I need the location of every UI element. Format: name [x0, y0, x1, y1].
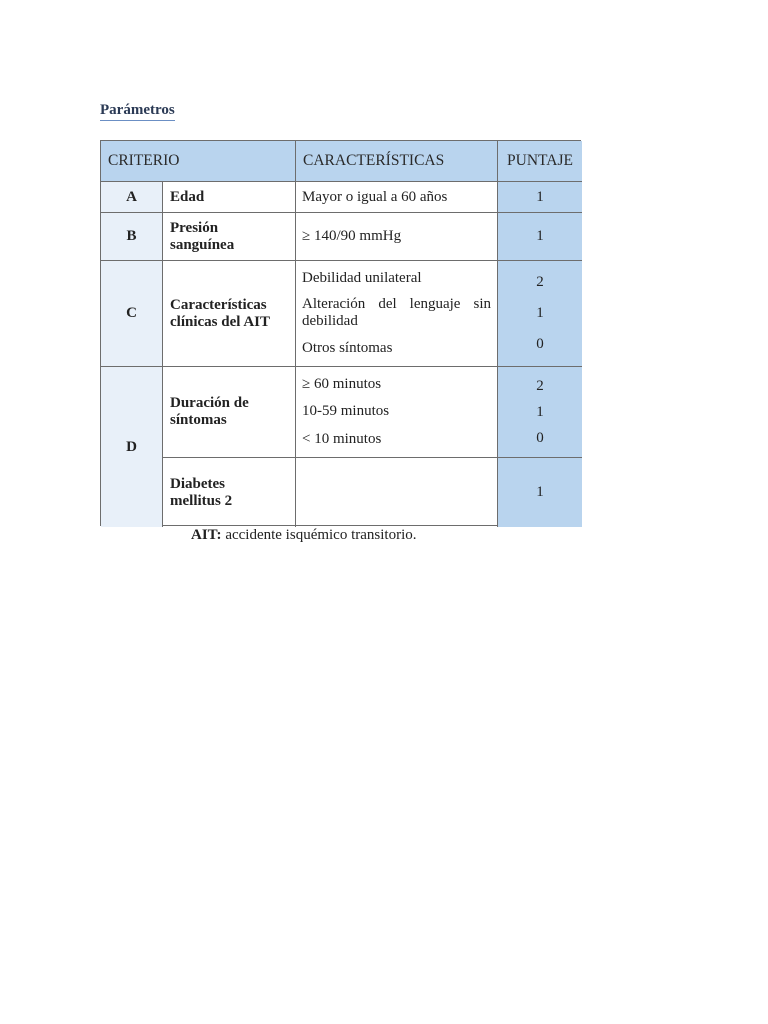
caracteristica-multiline: [302, 296, 491, 330]
puntaje-value: 1: [536, 228, 544, 244]
parametro-line: Duración de: [170, 395, 249, 411]
criterio-d: D: [101, 367, 163, 527]
puntaje-value: 0: [536, 336, 544, 352]
puntaje-a: [498, 182, 582, 213]
caracteristica-text: Otros síntomas: [302, 340, 393, 357]
parametro-line: Presión: [170, 219, 219, 236]
parametro-line: Características: [170, 296, 267, 313]
caracteristica-text: debilidad: [302, 313, 358, 330]
caracteristicas-duracion: [296, 367, 498, 458]
caracteristica-edad: [296, 182, 498, 213]
caracteristica-text: 10-59 minutos: [302, 403, 390, 420]
caracteristicas-clinicas: [296, 261, 498, 367]
header-puntaje: PUNTAJE: [498, 141, 582, 182]
criterio-a: A: [101, 182, 163, 213]
parametro-line: Diabetes: [170, 475, 225, 492]
footnote-abbr: AIT:: [191, 527, 222, 543]
scoring-table: [100, 140, 581, 526]
puntaje-c: [498, 261, 582, 367]
header-criterio: CRITERIO: [101, 141, 296, 182]
footnote-text: accidente isquémico transitorio.: [221, 527, 417, 543]
puntaje-value: 1: [536, 403, 544, 420]
caracteristica-diabetes: [296, 458, 498, 527]
puntaje-value: 1: [536, 188, 544, 205]
caracteristica-text: Debilidad unilateral: [302, 269, 422, 286]
footnote: [191, 527, 417, 544]
caracteristica-text: ≥ 140/90 mmHg: [302, 228, 402, 244]
parametro-duracion: [163, 367, 296, 458]
puntaje-b: [498, 213, 582, 261]
parametro-presion: [163, 213, 296, 261]
puntaje-value: 1: [536, 484, 544, 500]
puntaje-value: 2: [536, 274, 544, 290]
criterio-b: B: [101, 213, 163, 261]
parametro-clinicas: [163, 261, 296, 367]
criterio-c: C: [101, 261, 163, 367]
parametro-line: clínicas del AIT: [170, 313, 271, 330]
caracteristica-text: Alteración del lenguaje sin: [302, 296, 491, 313]
caracteristica-presion: [296, 213, 498, 261]
caracteristica-text: ≥ 60 minutos: [302, 376, 382, 393]
parametro-line: síntomas: [170, 412, 227, 428]
parametro-edad: Edad: [163, 182, 296, 213]
header-caracteristicas: CARACTERÍSTICAS: [296, 141, 498, 182]
puntaje-duracion: [498, 367, 582, 458]
parametro-line: sanguínea: [170, 236, 235, 253]
puntaje-value: 2: [536, 377, 544, 394]
puntaje-value: 0: [536, 429, 544, 446]
parametro-diabetes: [163, 458, 296, 527]
puntaje-diabetes: [498, 458, 582, 527]
caracteristica-text: Mayor o igual a 60 años: [302, 188, 448, 205]
puntaje-value: 1: [536, 305, 544, 321]
caracteristica-text: < 10 minutos: [302, 430, 382, 447]
section-title: Parámetros: [100, 102, 175, 121]
parametro-line: mellitus 2: [170, 492, 233, 509]
